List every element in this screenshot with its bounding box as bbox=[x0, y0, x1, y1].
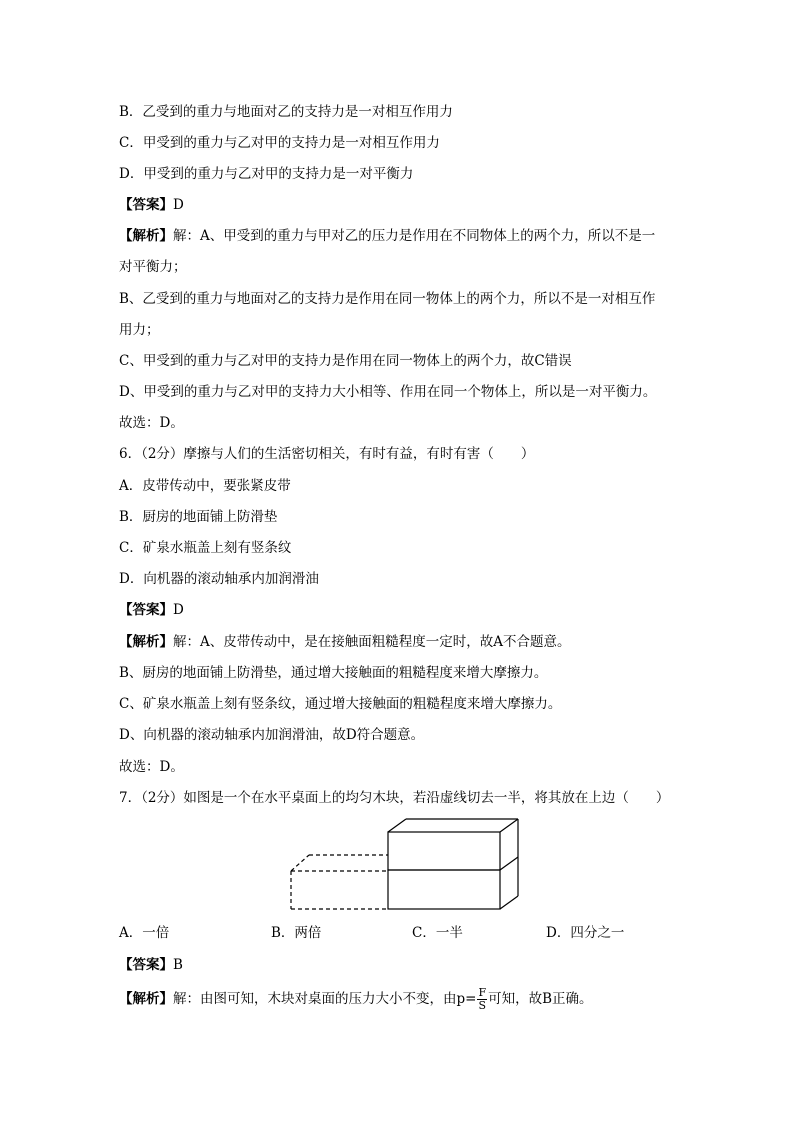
stacked-blocks bbox=[388, 819, 518, 909]
analysis-label: 【解析】 bbox=[119, 991, 173, 1007]
formula-denominator: S bbox=[478, 999, 487, 1012]
q6-analysis-line-2: B、厨房的地面铺上防滑垫，通过增大接触面的粗糙程度来增大摩擦力。 bbox=[119, 665, 548, 681]
q5-analysis-line-2: 对平衡力； bbox=[119, 259, 187, 275]
answer-value: D bbox=[173, 602, 184, 618]
analysis-label: 【解析】 bbox=[119, 228, 173, 244]
q6-answer bbox=[119, 600, 184, 620]
answer-value: D bbox=[173, 197, 184, 213]
analysis-label: 【解析】 bbox=[119, 634, 173, 650]
q7-option-b: B．两倍 bbox=[271, 925, 322, 941]
q7-answer bbox=[119, 955, 183, 975]
q6-option-a: A．皮带传动中，要张紧皮带 bbox=[119, 478, 291, 494]
q5-option-c: C．甲受到的重力与乙对甲的支持力是一对相互作用力 bbox=[119, 135, 440, 151]
q5-option-b: B．乙受到的重力与地面对乙的支持力是一对相互作用力 bbox=[119, 104, 453, 120]
analysis-text: 解：由图可知，木块对桌面的压力大小不变，由 bbox=[173, 991, 457, 1007]
q6-option-d: D．向机器的滚动轴承内加润滑油 bbox=[119, 571, 319, 587]
q7-option-a: A．一倍 bbox=[119, 925, 170, 941]
answer-value: B bbox=[173, 957, 183, 973]
q5-analysis-line-1 bbox=[119, 226, 655, 246]
q6-option-b: B．厨房的地面铺上防滑垫 bbox=[119, 509, 278, 525]
answer-label: 【答案】 bbox=[119, 197, 173, 213]
q5-choice: 故选：D。 bbox=[119, 415, 184, 431]
q7-analysis bbox=[119, 987, 593, 1012]
analysis-text: 解：A、皮带传动中，是在接触面粗糙程度一定时，故A不合题意。 bbox=[173, 634, 571, 650]
answer-label: 【答案】 bbox=[119, 957, 173, 973]
q5-option-d: D．甲受到的重力与乙对甲的支持力是一对平衡力 bbox=[119, 166, 414, 182]
formula-lhs: p= bbox=[456, 991, 477, 1007]
q6-choice: 故选：D。 bbox=[119, 759, 184, 775]
formula-fraction bbox=[477, 987, 487, 1012]
formula-numerator: F bbox=[478, 986, 487, 999]
q5-analysis-line-5: C、甲受到的重力与乙对甲的支持力是作用在同一物体上的两个力，故C错误 bbox=[119, 353, 572, 369]
q6-stem: 6．（2分）摩擦与人们的生活密切相关，有时有益，有时有害（ ） bbox=[119, 446, 535, 462]
q5-analysis-line-3: B、乙受到的重力与地面对乙的支持力是作用在同一物体上的两个力，所以不是一对相互作 bbox=[119, 291, 656, 307]
q6-analysis-line-3: C、矿泉水瓶盖上刻有竖条纹，通过增大接触面的粗糙程度来增大摩擦力。 bbox=[119, 696, 562, 712]
q5-analysis-line-4: 用力； bbox=[119, 322, 160, 338]
q7-stem: 7．（2分）如图是一个在水平桌面上的均匀木块，若沿虚线切去一半，将其放在上边（ ） bbox=[119, 790, 670, 806]
dashed-half-block bbox=[291, 855, 388, 909]
analysis-text-end: 可知，故B正确。 bbox=[488, 991, 593, 1007]
q7-option-d: D．四分之一 bbox=[546, 925, 625, 941]
wood-block-figure bbox=[288, 816, 520, 914]
q5-analysis-line-6: D、甲受到的重力与乙对甲的支持力大小相等、作用在同一个物体上，所以是一对平衡力。 bbox=[119, 384, 657, 400]
q7-option-c: C．一半 bbox=[412, 925, 463, 941]
q6-option-c: C．矿泉水瓶盖上刻有竖条纹 bbox=[119, 540, 292, 556]
pressure-formula bbox=[456, 986, 489, 1012]
q6-analysis-line-4: D、向机器的滚动轴承内加润滑油，故D符合题意。 bbox=[119, 727, 425, 743]
answer-label: 【答案】 bbox=[119, 602, 173, 618]
analysis-text: 解：A、甲受到的重力与甲对乙的压力是作用在不同物体上的两个力，所以不是一 bbox=[173, 228, 656, 244]
q5-answer bbox=[119, 195, 184, 215]
q6-analysis-line-1 bbox=[119, 632, 571, 652]
